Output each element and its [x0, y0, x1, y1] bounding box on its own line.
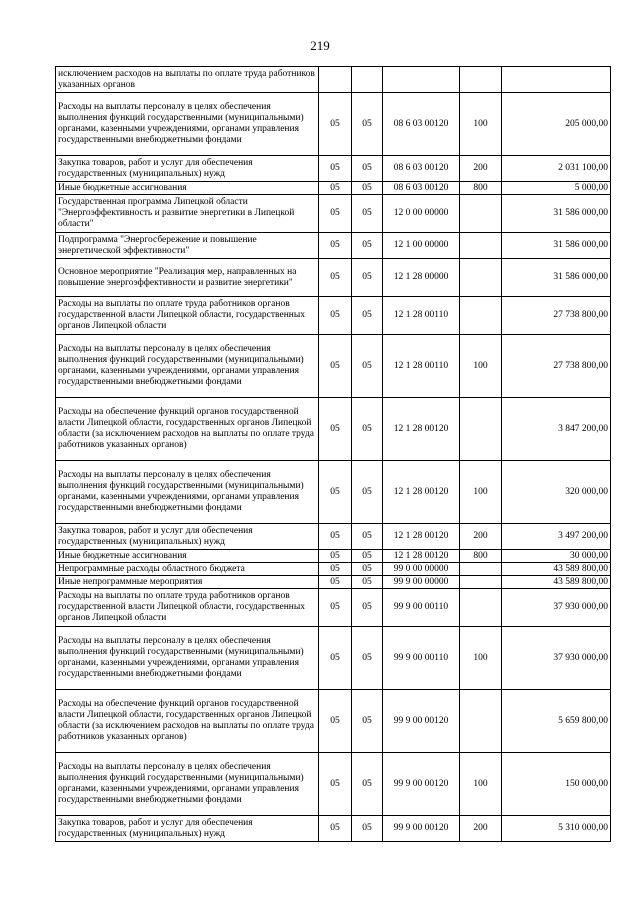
row-name: Расходы на выплаты персоналу в целях обеспечения выполнения функций государственными (муниципальными) органами, казенными учреждениями, органами управления государственными внебюджетными фондами	[56, 753, 319, 816]
row-rz: 05	[319, 524, 352, 550]
row-rz: 05	[319, 461, 352, 524]
row-rz: 05	[319, 690, 352, 753]
table-row	[56, 550, 611, 563]
row-vr: 800	[460, 550, 502, 563]
row-sum: 3 497 200,00	[502, 524, 611, 550]
table-row	[56, 576, 611, 589]
row-name: Закупка товаров, работ и услуг для обеспечения государственных (муниципальных) нужд	[56, 816, 319, 842]
row-pr: 05	[352, 156, 383, 182]
row-pr: 05	[352, 182, 383, 195]
row-pr: 05	[352, 195, 383, 233]
row-pr: 05	[352, 297, 383, 335]
row-name: Иные бюджетные ассигнования	[56, 182, 319, 195]
row-sum: 37 930 000,00	[502, 627, 611, 690]
row-rz: 05	[319, 195, 352, 233]
row-csr: 12 1 28 00120	[383, 461, 460, 524]
row-pr: 05	[352, 259, 383, 297]
table-body	[56, 67, 611, 842]
row-sum: 205 000,00	[502, 93, 611, 156]
row-name: Расходы на выплаты персоналу в целях обеспечения выполнения функций государственными (муниципальными) органами, казенными учреждениями, органами управления государственными внебюджетными фондами	[56, 461, 319, 524]
row-csr: 12 1 28 00120	[383, 398, 460, 461]
table-row	[56, 182, 611, 195]
table-row	[56, 398, 611, 461]
budget-table	[55, 66, 611, 842]
row-name: Основное мероприятие "Реализация мер, направленных на повышение энергоэффективности и развитие энергетики"	[56, 259, 319, 297]
row-rz: 05	[319, 398, 352, 461]
table-row	[56, 156, 611, 182]
page-number: 219	[310, 38, 330, 53]
row-vr: 100	[460, 461, 502, 524]
row-pr: 05	[352, 816, 383, 842]
row-csr: 12 1 28 00120	[383, 524, 460, 550]
row-pr: 05	[352, 753, 383, 816]
row-csr: 12 0 00 00000	[383, 195, 460, 233]
table-row	[56, 524, 611, 550]
row-name: Непрограммные расходы областного бюджета	[56, 563, 319, 576]
row-name: Расходы на выплаты по оплате труда работников органов государственной власти Липецкой области, государственных органов Липецкой области	[56, 589, 319, 627]
row-sum: 320 000,00	[502, 461, 611, 524]
row-csr: 12 1 28 00000	[383, 259, 460, 297]
row-vr: 200	[460, 156, 502, 182]
row-vr: 200	[460, 524, 502, 550]
row-pr: 05	[352, 524, 383, 550]
row-sum: 31 586 000,00	[502, 195, 611, 233]
row-csr: 99 9 00 00110	[383, 627, 460, 690]
row-csr: 12 1 00 00000	[383, 233, 460, 259]
row-vr	[460, 297, 502, 335]
row-rz: 05	[319, 182, 352, 195]
row-pr: 05	[352, 233, 383, 259]
row-name: Иные непрограммные мероприятия	[56, 576, 319, 589]
row-rz: 05	[319, 816, 352, 842]
row-csr: 99 9 00 00000	[383, 576, 460, 589]
row-rz: 05	[319, 576, 352, 589]
row-sum: 43 589 800,00	[502, 576, 611, 589]
row-pr: 05	[352, 550, 383, 563]
row-sum: 43 589 800,00	[502, 563, 611, 576]
row-sum: 37 930 000,00	[502, 589, 611, 627]
row-rz: 05	[319, 753, 352, 816]
row-vr	[460, 563, 502, 576]
table-row	[56, 690, 611, 753]
table-row	[56, 816, 611, 842]
row-vr: 100	[460, 93, 502, 156]
row-vr	[460, 398, 502, 461]
row-rz: 05	[319, 627, 352, 690]
table-row	[56, 753, 611, 816]
row-csr: 12 1 28 00110	[383, 297, 460, 335]
row-vr: 100	[460, 753, 502, 816]
row-sum: 5 000,00	[502, 182, 611, 195]
row-name: Расходы на обеспечение функций органов государственной власти Липецкой области, государственных органов Липецкой области (за исключением расходов на выплаты по оплате труда работников указанных органов)	[56, 690, 319, 753]
row-csr: 99 9 00 00120	[383, 753, 460, 816]
row-name: Иные бюджетные ассигнования	[56, 550, 319, 563]
row-sum: 5 310 000,00	[502, 816, 611, 842]
row-pr: 05	[352, 589, 383, 627]
row-name: Расходы на выплаты по оплате труда работников органов государственной власти Липецкой области, государственных органов Липецкой области	[56, 297, 319, 335]
row-csr: 08 6 03 00120	[383, 156, 460, 182]
row-pr: 05	[352, 461, 383, 524]
row-name: Закупка товаров, работ и услуг для обеспечения государственных (муниципальных) нужд	[56, 524, 319, 550]
row-csr: 99 9 00 00120	[383, 816, 460, 842]
row-pr	[352, 67, 383, 93]
row-csr: 12 1 28 00110	[383, 335, 460, 398]
row-name: Расходы на выплаты персоналу в целях обеспечения выполнения функций государственными (муниципальными) органами, казенными учреждениями, органами управления государственными внебюджетными фондами	[56, 93, 319, 156]
table-row	[56, 259, 611, 297]
row-csr: 99 0 00 00000	[383, 563, 460, 576]
row-sum: 3 847 200,00	[502, 398, 611, 461]
row-rz: 05	[319, 563, 352, 576]
row-pr: 05	[352, 335, 383, 398]
table-row	[56, 93, 611, 156]
row-name: Расходы на выплаты персоналу в целях обеспечения выполнения функций государственными (муниципальными) органами, казенными учреждениями, органами управления государственными внебюджетными фондами	[56, 627, 319, 690]
table-row	[56, 335, 611, 398]
table-row	[56, 233, 611, 259]
row-rz: 05	[319, 297, 352, 335]
table-row	[56, 563, 611, 576]
row-name: исключением расходов на выплаты по оплате труда работников указанных органов	[56, 67, 319, 93]
row-vr	[460, 690, 502, 753]
row-name: Подпрограмма "Энергосбережение и повышение энергетической эффективности"	[56, 233, 319, 259]
row-pr: 05	[352, 563, 383, 576]
row-rz: 05	[319, 335, 352, 398]
row-vr: 800	[460, 182, 502, 195]
row-csr: 99 9 00 00120	[383, 690, 460, 753]
row-csr: 12 1 28 00120	[383, 550, 460, 563]
row-vr	[460, 233, 502, 259]
row-csr: 08 6 03 00120	[383, 93, 460, 156]
row-name: Расходы на обеспечение функций органов государственной власти Липецкой области, государственных органов Липецкой области (за исключением расходов на выплаты по оплате труда работников указанных органов)	[56, 398, 319, 461]
row-sum: 27 738 800,00	[502, 297, 611, 335]
row-csr	[383, 67, 460, 93]
row-name: Закупка товаров, работ и услуг для обеспечения государственных (муниципальных) нужд	[56, 156, 319, 182]
row-pr: 05	[352, 627, 383, 690]
table-row	[56, 67, 611, 93]
row-sum: 30 000,00	[502, 550, 611, 563]
row-sum: 31 586 000,00	[502, 233, 611, 259]
row-pr: 05	[352, 93, 383, 156]
table-row	[56, 589, 611, 627]
row-sum	[502, 67, 611, 93]
row-rz	[319, 67, 352, 93]
row-rz: 05	[319, 156, 352, 182]
row-vr	[460, 259, 502, 297]
row-name: Расходы на выплаты персоналу в целях обеспечения выполнения функций государственными (муниципальными) органами, казенными учреждениями, органами управления государственными внебюджетными фондами	[56, 335, 319, 398]
table-row	[56, 461, 611, 524]
table-row	[56, 297, 611, 335]
row-sum: 5 659 800,00	[502, 690, 611, 753]
row-vr	[460, 195, 502, 233]
row-vr: 200	[460, 816, 502, 842]
row-sum: 150 000,00	[502, 753, 611, 816]
table-row	[56, 627, 611, 690]
row-rz: 05	[319, 259, 352, 297]
row-sum: 2 031 100,00	[502, 156, 611, 182]
row-rz: 05	[319, 233, 352, 259]
row-csr: 08 6 03 00120	[383, 182, 460, 195]
row-pr: 05	[352, 690, 383, 753]
row-rz: 05	[319, 550, 352, 563]
row-sum: 27 738 800,00	[502, 335, 611, 398]
row-name: Государственная программа Липецкой области "Энергоэффективность и развитие энергетики в Липецкой области"	[56, 195, 319, 233]
row-vr	[460, 67, 502, 93]
row-vr	[460, 576, 502, 589]
row-pr: 05	[352, 398, 383, 461]
row-vr: 100	[460, 627, 502, 690]
table-row	[56, 195, 611, 233]
row-vr	[460, 589, 502, 627]
row-sum: 31 586 000,00	[502, 259, 611, 297]
row-vr: 100	[460, 335, 502, 398]
row-csr: 99 9 00 00110	[383, 589, 460, 627]
row-rz: 05	[319, 589, 352, 627]
row-rz: 05	[319, 93, 352, 156]
row-pr: 05	[352, 576, 383, 589]
